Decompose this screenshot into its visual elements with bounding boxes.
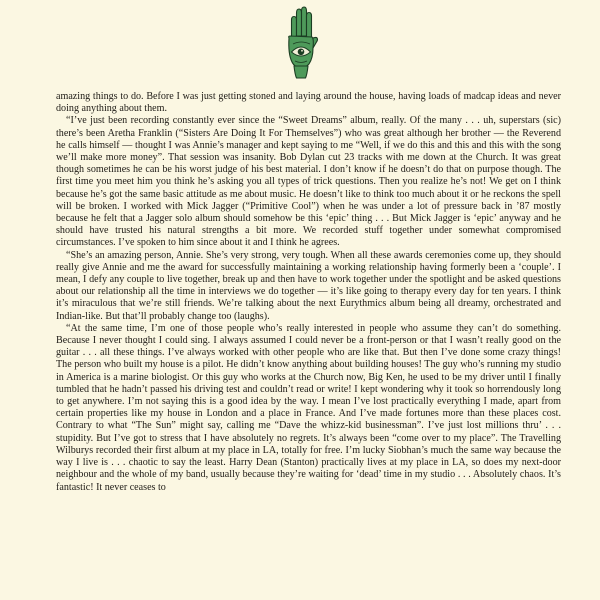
green-hand-with-eye-icon bbox=[283, 6, 319, 80]
article-text bbox=[56, 91, 561, 494]
paragraph: amazing things to do. Before I was just getting stoned and laying around the house, having loads of madcap ideas and never doing anything about them. bbox=[56, 91, 561, 115]
paragraph: “At the same time, I’m one of those people who’s really interested in people who assume they can’t do something. Because I never thought I could sing. I always assumed I could never be a front-person or that I wasn’t really good on the guitar . . . all these things. I’ve always worked with other people who are like that. But then I’ve done some crazy things! The person who built my house is a pilot. He didn’t know anything about building houses! The guy who’s running my studio in America is a marine biologist. Or this guy who works at the Church now, Big Ken, he used to be my driver until I finally tumbled that he hadn’t passed his driving test and couldn’t read or write! I kept wondering why it took so horrendously long to get anywhere. I’m not saying this is a good idea by the way. I mean I’ve lost practically everything I made, apart from certain properties like my house in London and a place in France. And I’ve made fortunes more than these places cost. Contrary to what “The Sun” might say, calling me “Dave the whizz-kid businessman”. I’ve just lost millions thru’ . . . stupidity. But I’ve got to stress that I have absolutely no regrets. It’s always been “come over to my place”. The Travelling Wilburys recorded their first album at my place in LA, totally for free. I’m lucky Siobhan’s much the same way because the way I live is . . . chaotic to say the least. Harry Dean (Stanton) practically lives at my place in LA, so does my next-door neighbour and the whole of my band, usually because they’re waiting for ‘dead’ time in my studio . . . Absolutely chaos. It’s fantastic! It never ceases to bbox=[56, 322, 561, 493]
paragraph: “She’s an amazing person, Annie. She’s very strong, very tough. When all these awards ceremonies come up, they should really give Annie and me the award for successfully maintaining a working relationship having formerly been a ‘couple’. I mean, I defy any couple to live together, break up and then have to work together under the spotlight and be asked questions about our relationship all the time in interviews we do together — it’s like going to therapy every day for ten years. I think it’s miraculous that we’re still friends. We’re talking about the next Eurythmics album being all dreamy, orchestrated and Indian-like. But that’ll probably change too (laughs). bbox=[56, 249, 561, 322]
paragraph: “I’ve just been recording constantly ever since the “Sweet Dreams” album, really. Of the many . . . uh, superstars (sic) there’s been Aretha Franklin (“Sisters Are Doing It For Themselves”) who was great although her brother — the Reverend he calls himself — thought I was Annie’s manager and kept saying to me “Well, if we do this and this and this with the song we’ll make more money”. That session was insanity. Bob Dylan cut 23 tracks with me down at the Church. It was great though sometimes he can be his worst judge of his best material. I don’t know if he doesn’t do that on purpose though. The first time you meet him you think he’s asking you all types of trick questions. Then you realize he’s not! We get on I think because he’s got the same basic attitude as me about music. He doesn’t like to think too much about it or he reckons the spell will be broken. I worked with Mick Jagger (“Primitive Cool”) when he was under a lot of pressure back in ’87 mostly because he felt that a Jagger solo album should somehow be this ‘epic’ thing . . . But Mick Jagger is ‘epic’ anyway and he should have trusted his natural strengths a bit more. We recorded stuff together under somewhat compromised circumstances. I’ve spoken to him since about it and I think he agrees. bbox=[56, 115, 561, 249]
